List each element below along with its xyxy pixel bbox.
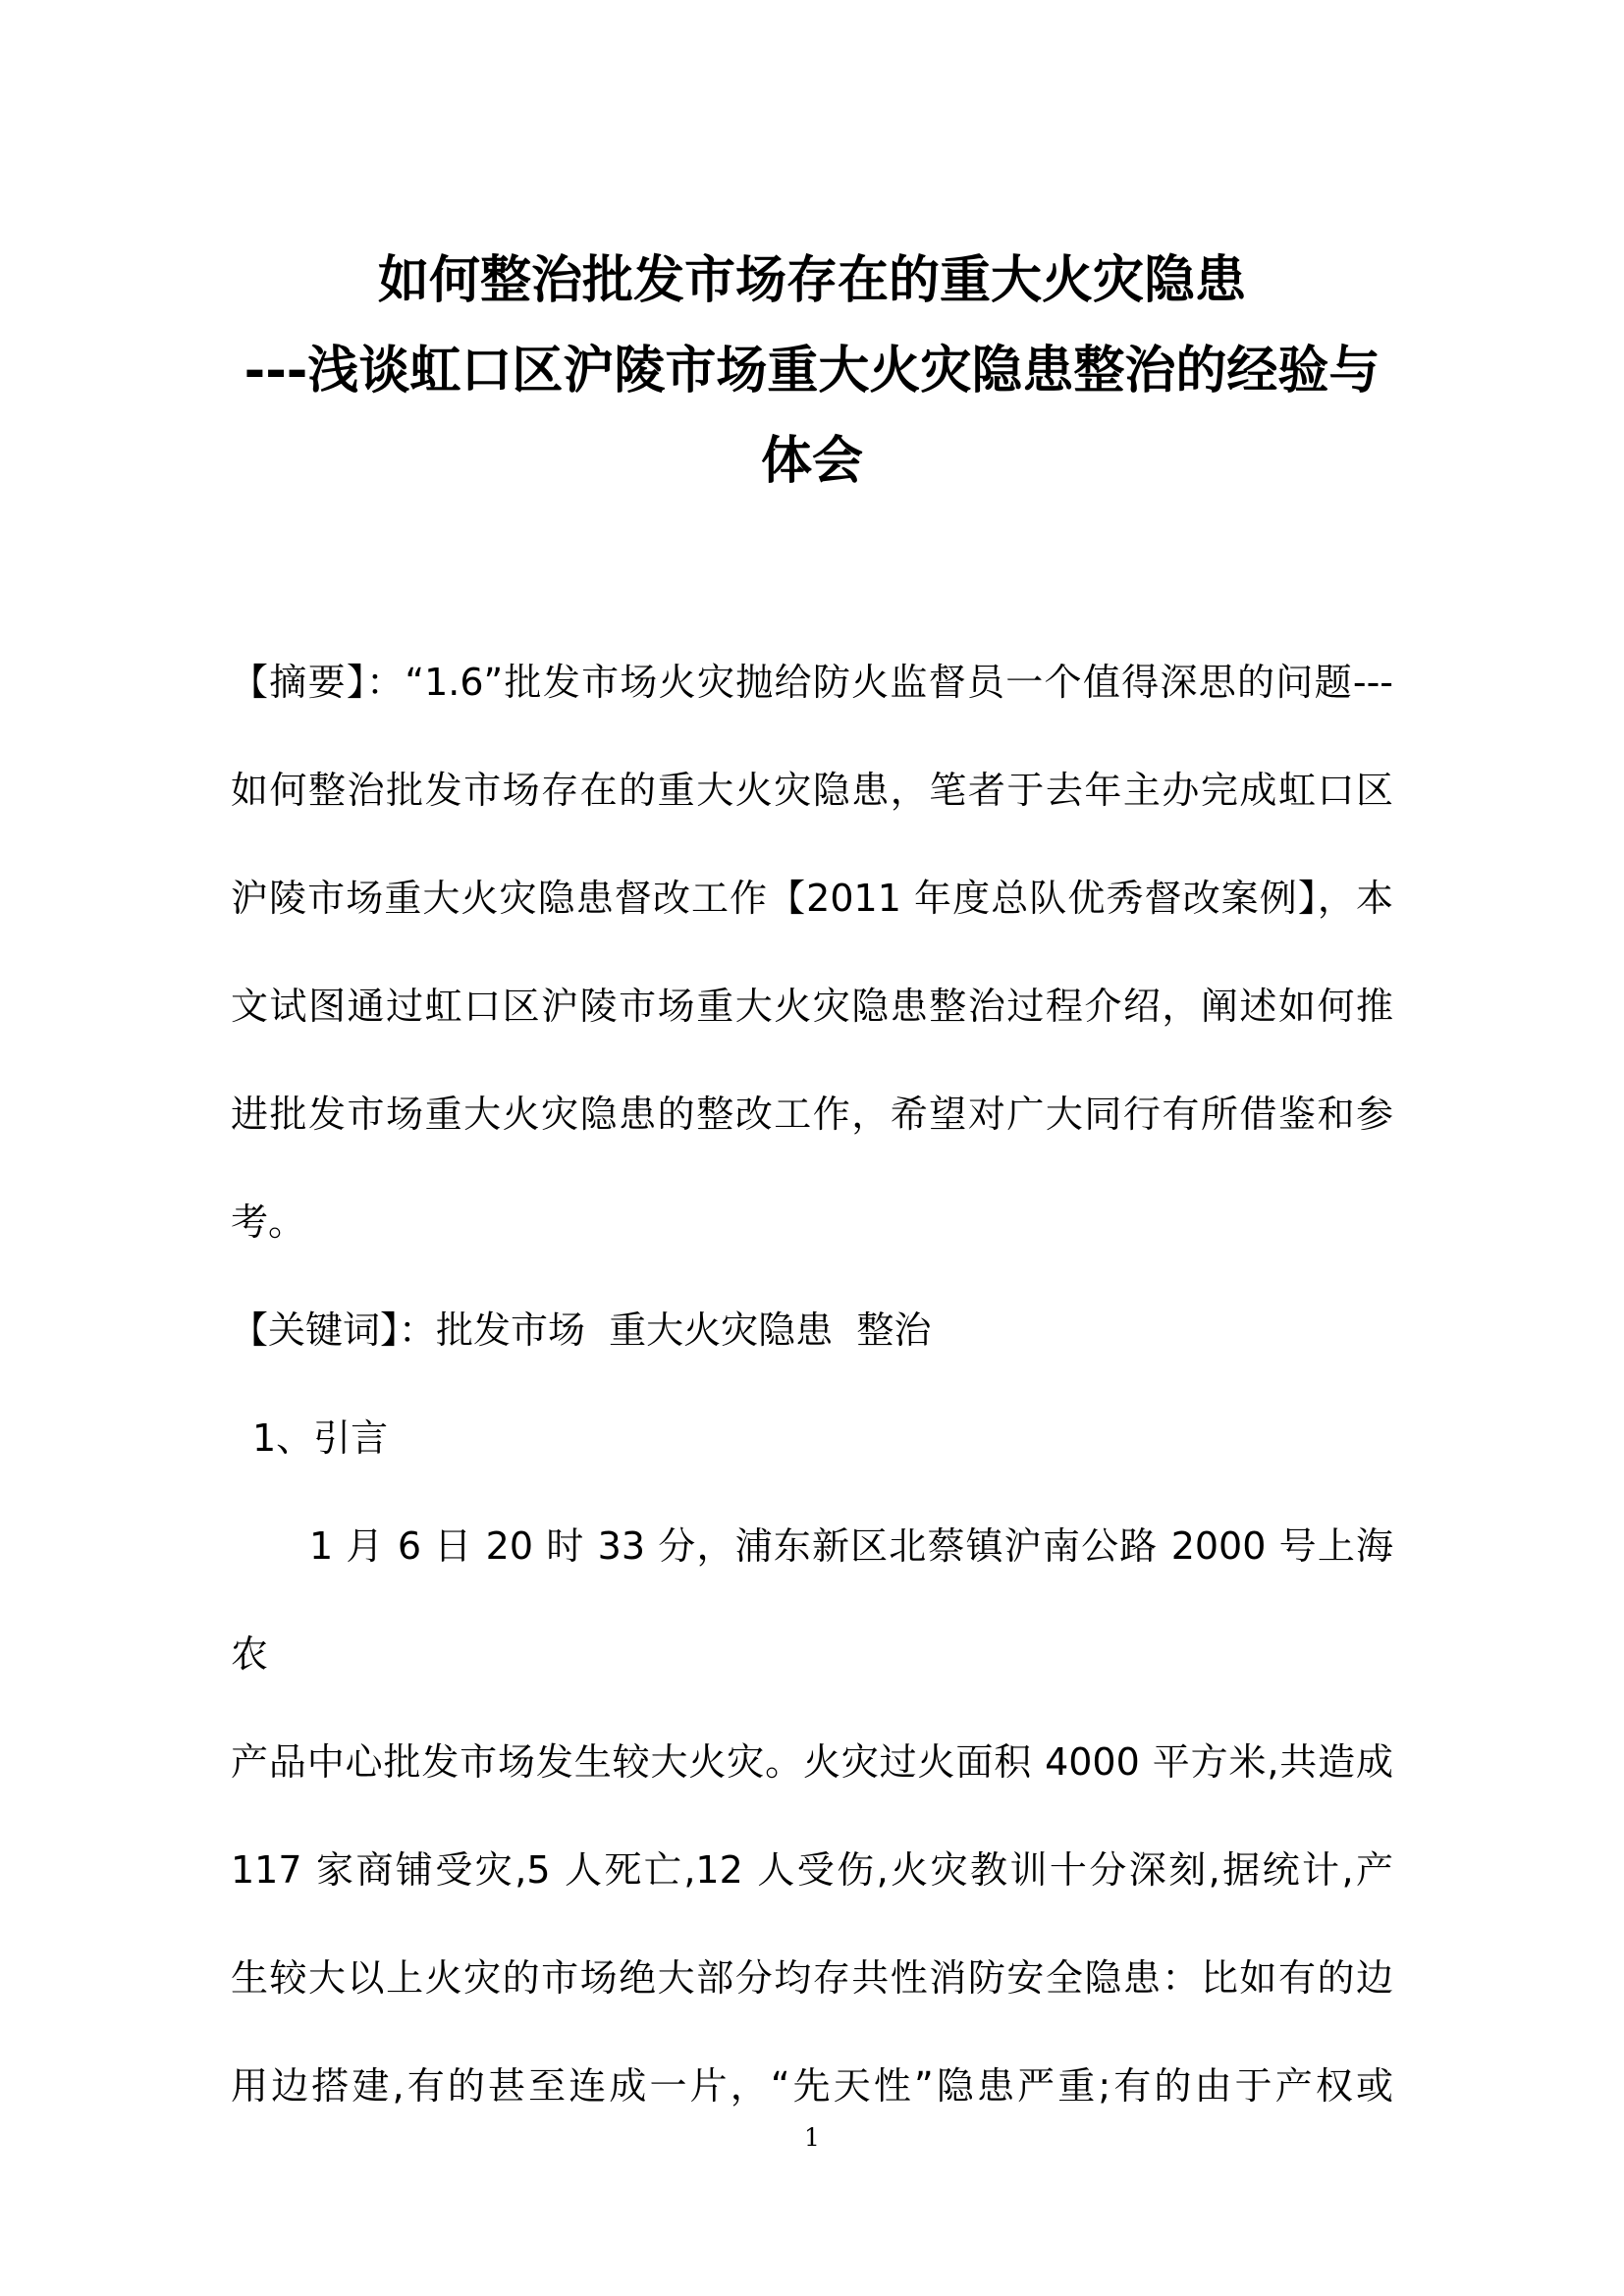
title-line-1: 如何整治批发市场存在的重大火灾隐患 xyxy=(377,251,1246,310)
page-number: 1 xyxy=(804,2123,820,2152)
section-heading: 1、引言 xyxy=(252,1416,389,1460)
abstract-last-line: 考。 xyxy=(231,1201,306,1244)
abstract-line: 进批发市场重大火灾隐患的整改工作，希望对广大同行有所借鉴和参 xyxy=(231,1093,1393,1136)
title-line-3: 体会 xyxy=(760,432,863,491)
paragraph-line: 117 家商铺受灾,5 人死亡,12 人受伤,火灾教训十分深刻,据统计,产 xyxy=(231,1848,1393,1892)
paragraph-line: 1 月 6 日 20 时 33 分，浦东新区北蔡镇沪南公路 2000 号上海农 xyxy=(231,1524,1393,1676)
keywords-line: 【关键词】：批发市场 重大火灾隐患 整治 xyxy=(231,1308,932,1352)
paragraph-line: 产品中心批发市场发生较大火灾。火灾过火面积 4000 平方米,共造成 xyxy=(231,1740,1393,1784)
paragraph-line: 用边搭建,有的甚至连成一片，“先天性”隐患严重;有的由于产权或 xyxy=(231,2064,1393,2108)
abstract-line: 如何整治批发市场存在的重大火灾隐患，笔者于去年主办完成虹口区 xyxy=(231,769,1393,812)
document-body xyxy=(231,628,1393,2140)
abstract-line: 沪陵市场重大火灾隐患督改工作【2011 年度总队优秀督改案例】，本 xyxy=(231,877,1393,920)
document-title xyxy=(231,236,1393,507)
paragraph-line: 生较大以上火灾的市场绝大部分均存共性消防安全隐患：比如有的边 xyxy=(231,1956,1393,2000)
abstract-line: 【摘要】：“1.6”批发市场火灾抛给防火监督员一个值得深思的问题--- xyxy=(231,661,1393,704)
title-subtitle-line: ---浅谈虹口区沪陵市场重大火灾隐患整治的经验与 xyxy=(244,342,1380,400)
abstract-line: 文试图通过虹口区沪陵市场重大火灾隐患整治过程介绍，阐述如何推 xyxy=(231,985,1393,1028)
document-content xyxy=(231,0,1393,2140)
